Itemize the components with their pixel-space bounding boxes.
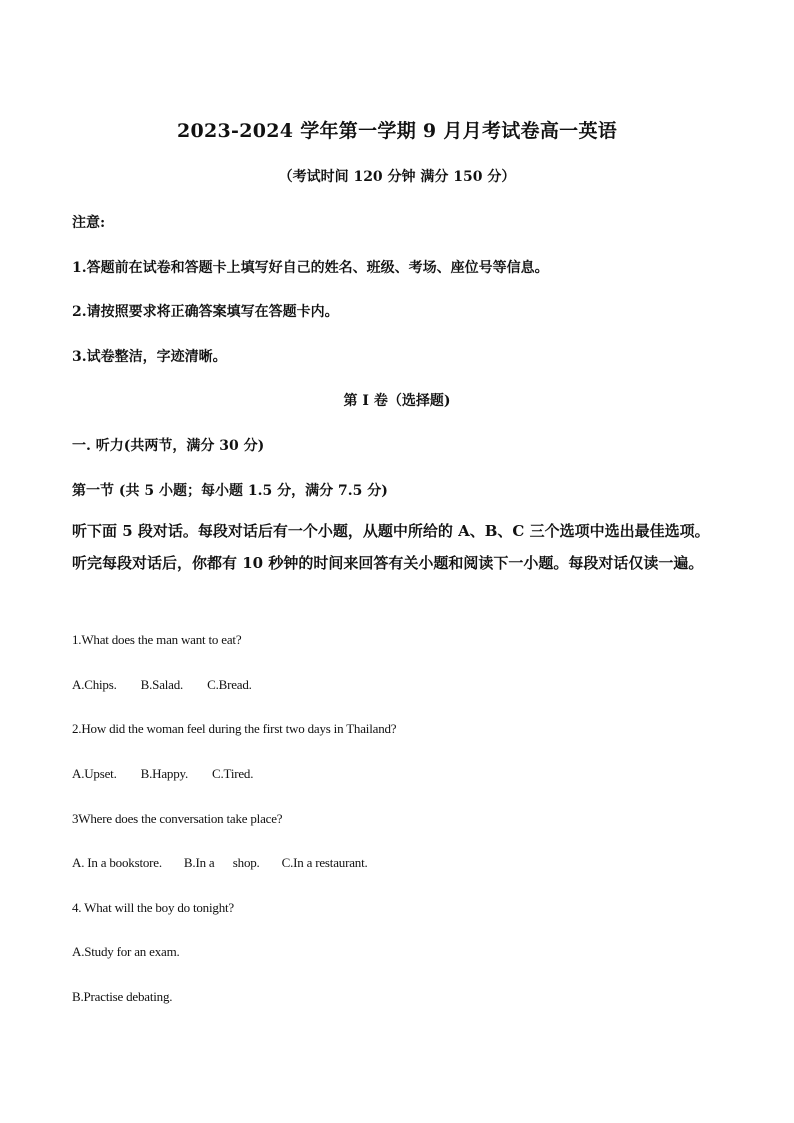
q2-option-c: C.Tired. (212, 766, 254, 781)
question-4-stem: 4. What will the boy do tonight? (72, 900, 234, 915)
notice-heading: 注意: (72, 215, 106, 231)
question-3-stem: 3Where does the conversation take place? (72, 811, 283, 826)
q3-option-a: A. In a bookstore. (72, 855, 162, 870)
subsection-title: 第一节 (共 5 小题；每小题 1.5 分，满分 7.5 分) (72, 483, 388, 499)
q4-option-b: B.Practise debating. (72, 989, 173, 1004)
q1-option-a: A.Chips. (72, 677, 117, 692)
question-1-stem: 1.What does the man want to eat? (72, 632, 242, 647)
notice-item-2: 2.请按照要求将正确答案填写在答题卡内。 (72, 304, 339, 320)
q4-option-a: A.Study for an exam. (72, 944, 180, 959)
part-title: 一. 听力(共两节，满分 30 分) (72, 438, 265, 454)
q3-option-b: B.In a shop. (183, 855, 260, 870)
listening-instructions: 听下面 5 段对话。每段对话后有一个小题，从题中所给的 A、B、C 三个选项中选出最佳选项。听完每段对话后，你都有 10 秒钟的时间来回答有关小题和阅读下一小题。每段对话仅读一遍。 (72, 522, 710, 572)
question-2-options (72, 766, 253, 782)
q3-option-c: C.In a restaurant. (281, 855, 368, 870)
notice-item-1: 1.答题前在试卷和答题卡上填写好自己的姓名、班级、考场、座位号等信息。 (72, 260, 549, 276)
question-1-options (72, 677, 252, 693)
q1-option-c: C.Bread. (207, 677, 252, 692)
question-2-stem: 2.How did the woman feel during the first two days in Thailand? (72, 721, 397, 736)
exam-title: 2023-2024 学年第一学期 9 月月考试卷高一英语 (176, 120, 618, 142)
volume-title: 第 I 卷（选择题) (343, 393, 451, 409)
q1-option-b: B.Salad. (140, 677, 184, 692)
exam-subtitle: （考试时间 120 分钟 满分 150 分） (278, 169, 516, 185)
q2-option-b: B.Happy. (140, 766, 189, 781)
q2-option-a: A.Upset. (72, 766, 117, 781)
question-3-options (72, 855, 368, 871)
notice-item-3: 3.试卷整洁，字迹清晰。 (72, 349, 227, 365)
